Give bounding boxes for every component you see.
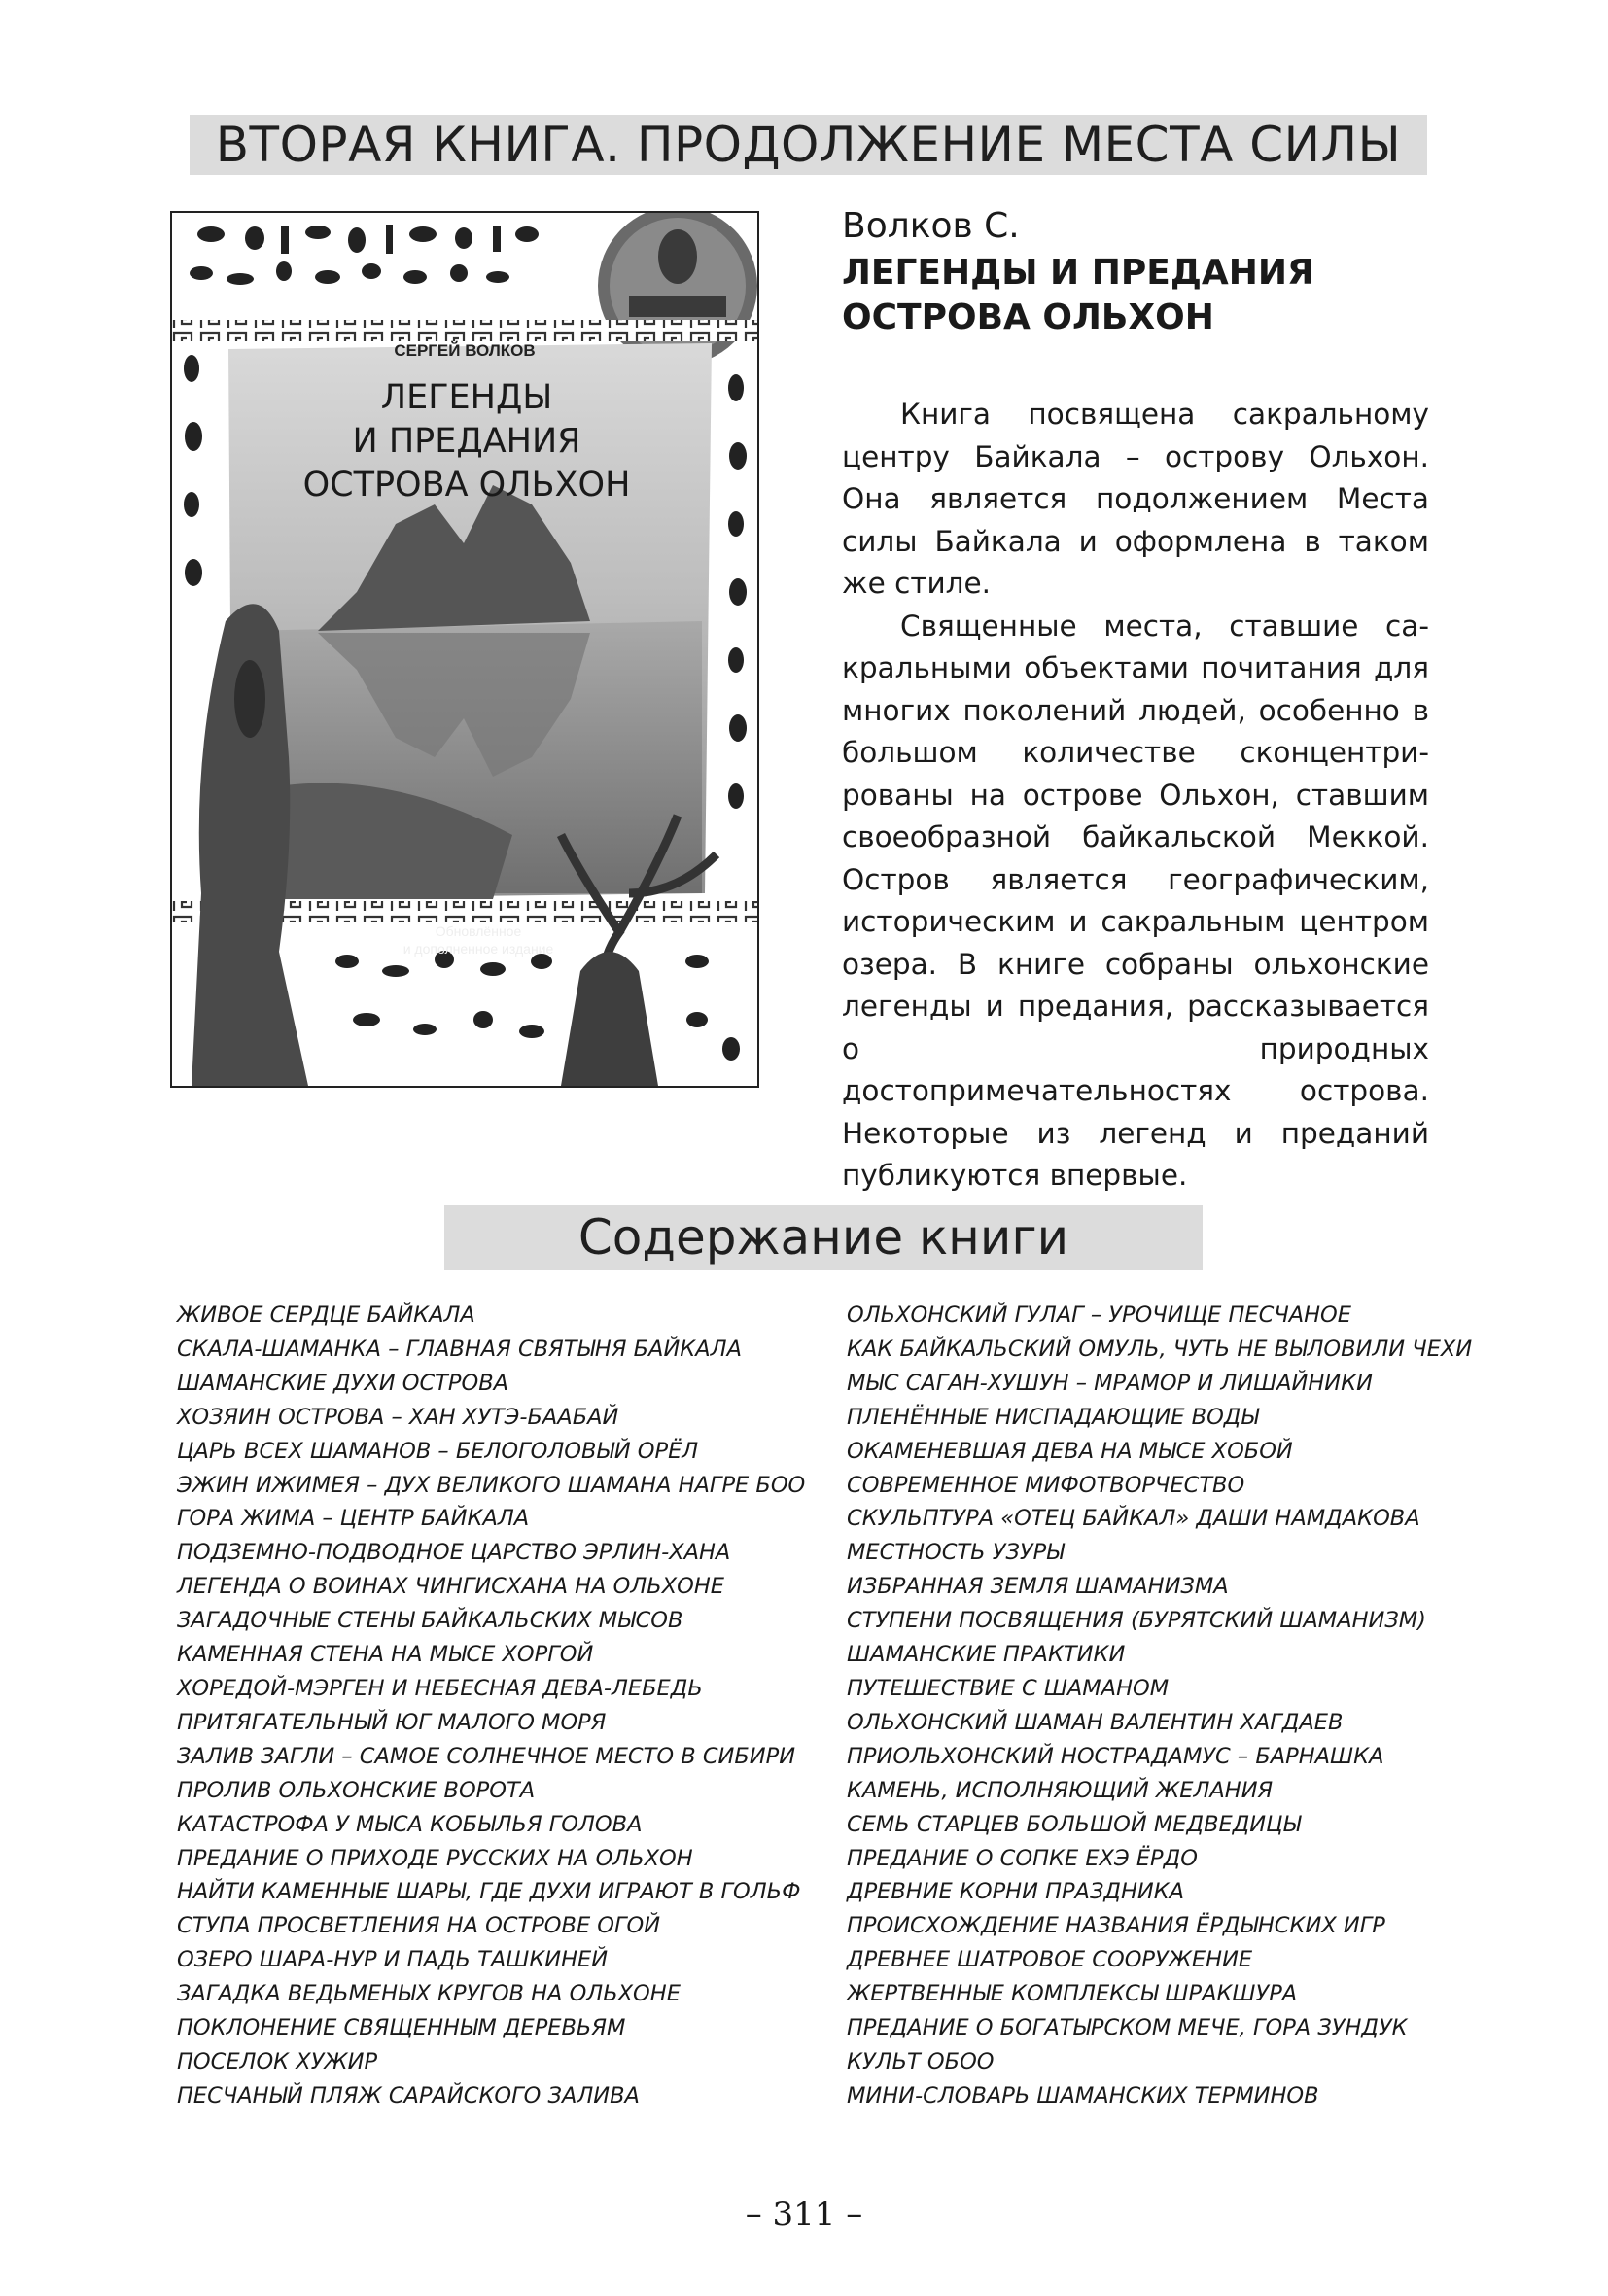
page-number: – 311 – (745, 2195, 863, 2234)
toc-item: ШАМАНСКИЕ ПРАКТИКИ (847, 1642, 1126, 1668)
cover-edition-line: и дополненное издание (402, 941, 554, 957)
toc-item: ДРЕВНИЕ КОРНИ ПРАЗДНИКА (847, 1879, 1185, 1905)
toc-item: КУЛЬТ ОБОО (847, 2048, 995, 2074)
cover-title-line: ОСТРОВА ОЛЬХОН (302, 466, 631, 504)
toc-item: ШАМАНСКИЕ ДУХИ ОСТРОВА (177, 1370, 509, 1396)
toc-item: КАК БАЙКАЛЬСКИЙ ОМУЛЬ, ЧУТЬ НЕ ВЫЛОВИЛИ ЧЕХИ (847, 1336, 1473, 1362)
toc-item: ЗАГАДКА ВЕДЬМЕНЫХ КРУГОВ НА ОЛЬХОНЕ (177, 1981, 681, 2007)
toc-item: МИНИ-СЛОВАРЬ ШАМАНСКИХ ТЕРМИНОВ (847, 2082, 1319, 2108)
toc-item: СКУЛЬПТУРА «ОТЕЦ БАЙКАЛ» ДАШИ НАМДАКОВА (847, 1506, 1420, 1532)
toc-item: ПОКЛОНЕНИЕ СВЯЩЕННЫМ ДЕРЕВЬЯМ (177, 2015, 626, 2041)
toc-item: ПРОИСХОЖДЕНИЕ НАЗВАНИЯ ЁРДЫНСКИХ ИГР (847, 1913, 1385, 1939)
toc-item: ПРЕДАНИЕ О СОПКЕ ЕХЭ ЁРДО (847, 1845, 1198, 1871)
book-title-line: ЛЕГЕНДЫ И ПРЕДАНИЯ (842, 253, 1314, 293)
section-title-banner: ВТОРАЯ КНИГА. ПРОДОЛЖЕНИЕ МЕСТА СИЛЫ (190, 115, 1427, 175)
toc-item: ПОСЕЛОК ХУЖИР (177, 2048, 378, 2074)
description-paragraph: Священные места, ставшие сакральными объектами почитания для многих поколений людей, особенно в большом количестве сконцентрированы на острове Ольхон, ставшим своеобразной байкальской Меккой. Остров является географическим, историческим и сакральным центром озера. В книге собраны ольхонские легенды и предания, рассказывается о природных достопримечательностях острова. Некоторые из легенд и преданий публикуются впервые. (842, 609, 1429, 1192)
toc-item: ЗАЛИВ ЗАГЛИ – САМОЕ СОЛНЕЧНОЕ МЕСТО В СИБИРИ (177, 1743, 796, 1769)
book-author: Волков С. (842, 206, 1020, 246)
toc-item: КАМЕННАЯ СТЕНА НА МЫСЕ ХОРГОЙ (177, 1642, 594, 1668)
cover-author: СЕРГЕЙ ВОЛКОВ (394, 341, 536, 360)
toc-item: ДРЕВНЕЕ ШАТРОВОЕ СООРУЖЕНИЕ (847, 1947, 1253, 1973)
book-title-line: ОСТРОВА ОЛЬХОН (842, 297, 1214, 337)
toc-item: СЕМЬ СТАРЦЕВ БОЛЬШОЙ МЕДВЕДИЦЫ (847, 1811, 1302, 1837)
toc-item: ХОЗЯИН ОСТРОВА – ХАН ХУТЭ-БААБАЙ (177, 1404, 619, 1430)
toc-item: ПРЕДАНИЕ О БОГАТЫРСКОМ МЕЧЕ, ГОРА ЗУНДУК (847, 2015, 1408, 2041)
toc-item: ОЛЬХОНСКИЙ ШАМАН ВАЛЕНТИН ХАГДАЕВ (847, 1709, 1344, 1735)
toc-item: СОВРЕМЕННОЕ МИФОТВОРЧЕСТВО (847, 1472, 1245, 1498)
toc-item: ЗАГАДОЧНЫЕ СТЕНЫ БАЙКАЛЬСКИХ МЫСОВ (177, 1608, 683, 1634)
toc-item: ЖИВОЕ СЕРДЦЕ БАЙКАЛА (177, 1303, 475, 1328)
toc-item: ПУТЕШЕСТВИЕ С ШАМАНОМ (847, 1675, 1170, 1701)
cover-edition-line: Обновлённое (435, 923, 522, 939)
cover-title (230, 376, 703, 507)
toc-item: ПРОЛИВ ОЛЬХОНСКИЕ ВОРОТА (177, 1777, 536, 1803)
toc-item: МЫС САГАН-ХУШУН – МРАМОР И ЛИШАЙНИКИ (847, 1370, 1373, 1396)
toc-item: ЭЖИН ИЖИМЕЯ – ДУХ ВЕЛИКОГО ШАМАНА НАГРЕ БОО (177, 1472, 806, 1498)
toc-item: СТУПА ПРОСВЕТЛЕНИЯ НА ОСТРОВЕ ОГОЙ (177, 1913, 661, 1939)
toc-item: ПЛЕНЁННЫЕ НИСПАДАЮЩИЕ ВОДЫ (847, 1404, 1259, 1430)
toc-item: ПРИТЯГАТЕЛЬНЫЙ ЮГ МАЛОГО МОРЯ (177, 1709, 607, 1735)
greek-key-band-top (172, 320, 757, 341)
toc-item: ЛЕГЕНДА О ВОИНАХ ЧИНГИСХАНА НА ОЛЬХОНЕ (177, 1574, 724, 1600)
toc-item: КАТАСТРОФА У МЫСА КОБЫЛЬЯ ГОЛОВА (177, 1811, 643, 1837)
toc-item: ПЕСЧАНЫЙ ПЛЯЖ САРАЙСКОГО ЗАЛИВА (177, 2082, 640, 2108)
cover-title-line: ЛЕГЕНДЫ (380, 378, 553, 417)
book-title (842, 251, 1425, 340)
toc-item: ЖЕРТВЕННЫЕ КОМПЛЕКСЫ ШРАКШУРА (847, 1981, 1298, 2007)
toc-item: СКАЛА-ШАМАНКА – ГЛАВНАЯ СВЯТЫНЯ БАЙКАЛА (177, 1336, 742, 1362)
book-description (842, 394, 1429, 1198)
petroglyph-border-icon (190, 225, 539, 285)
toc-item: ОЛЬХОНСКИЙ ГУЛАГ – УРОЧИЩЕ ПЕСЧАНОЕ (847, 1303, 1351, 1328)
toc-item: ИЗБРАННАЯ ЗЕМЛЯ ШАМАНИЗМА (847, 1574, 1229, 1600)
toc-heading-banner: Содержание книги (444, 1205, 1203, 1270)
toc-item: ХОРЕДОЙ-МЭРГЕН И НЕБЕСНАЯ ДЕВА-ЛЕБЕДЬ (177, 1675, 703, 1701)
toc-item: СТУПЕНИ ПОСВЯЩЕНИЯ (БУРЯТСКИЙ ШАМАНИЗМ) (847, 1608, 1426, 1634)
toc-list-left (177, 1299, 805, 2113)
toc-item: ПОДЗЕМНО-ПОДВОДНОЕ ЦАРСТВО ЭРЛИН-ХАНА (177, 1540, 731, 1566)
cover-edition-note (371, 922, 585, 957)
description-paragraph: Книга посвящена сакральному центру Байкала – острову Ольхон. Она является подолжением Места силы Байкала и оформлена в таком же стиле. (842, 398, 1429, 600)
toc-item: ГОРА ЖИМА – ЦЕНТР БАЙКАЛА (177, 1506, 530, 1532)
toc-item: ПРЕДАНИЕ О ПРИХОДЕ РУССКИХ НА ОЛЬХОН (177, 1845, 693, 1871)
book-cover-image (170, 211, 759, 1088)
toc-list-right (847, 1299, 1472, 2113)
toc-item: НАЙТИ КАМЕННЫЕ ШАРЫ, ГДЕ ДУХИ ИГРАЮТ В ГОЛЬФ (177, 1879, 801, 1905)
toc-item: ОЗЕРО ШАРА-НУР И ПАДЬ ТАШКИНЕЙ (177, 1947, 609, 1973)
toc-item: ПРИОЛЬХОНСКИЙ НОСТРАДАМУС – БАРНАШКА (847, 1743, 1384, 1769)
toc-item: МЕСТНОСТЬ УЗУРЫ (847, 1540, 1065, 1566)
toc-item: ЦАРЬ ВСЕХ ШАМАНОВ – БЕЛОГОЛОВЫЙ ОРЁЛ (177, 1438, 699, 1464)
toc-item: КАМЕНЬ, ИСПОЛНЯЮЩИЙ ЖЕЛАНИЯ (847, 1777, 1274, 1803)
cover-title-line: И ПРЕДАНИЯ (352, 422, 581, 461)
toc-item: ОКАМЕНЕВШАЯ ДЕВА НА МЫСЕ ХОБОЙ (847, 1438, 1293, 1464)
